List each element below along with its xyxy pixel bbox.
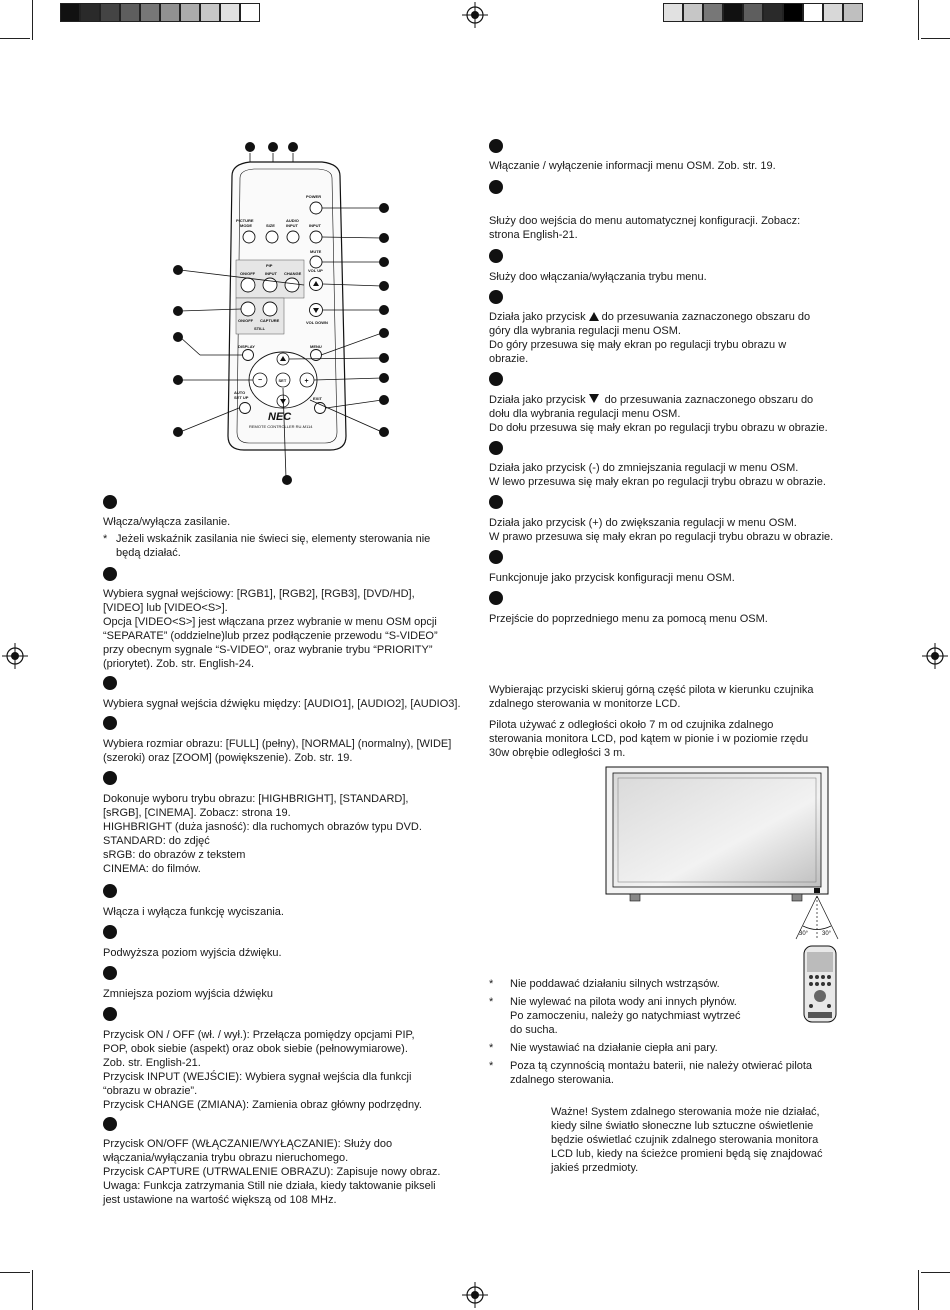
pip-label: PIP [266,263,273,268]
section-text: Włącza i wyłącza funkcję wyciszania. [103,906,284,918]
svg-text:CAPTURE: CAPTURE [260,318,280,323]
important-note: Ważne! System zdalnego sterowania może nie działać, kiedy silne światło słoneczne lub sztuczne oświetlenie będzie oświetlać czujnik zdalnego sterowania monitora LCD lub, kiedy na ścieżce promieni będą się znajdować jakieś przedmioty. [551,1106,823,1174]
calibration-swatch [783,3,803,22]
svg-text:VOL DOWN: VOL DOWN [306,320,328,325]
svg-text:INPUT: INPUT [286,223,298,228]
section-dot [103,966,117,980]
section-text: Służy doo wejścia do menu automatycznej konfiguracji. Zobacz: strona English-21. [489,215,801,241]
svg-text:DISPLAY: DISPLAY [238,344,255,349]
calibration-swatch [803,3,823,22]
section-text: Przycisk ON/OFF (WŁĄCZANIE/WYŁĄCZANIE): Służy doo włączania/wyłączania trybu obrazu nieruchomego. Przycisk CAPTURE (UTRWALENIE OBRAZU): Zapisuje nowy obraz. Uwaga: Funkcja zatrzymania Still nie działa, kiedy taktowanie pikseli jest ustawione na wartość większą od 108 MHz. [103,1138,441,1206]
svg-text:ON/OFF: ON/OFF [238,318,254,323]
range-paragraph: Wybierając przyciski skieruj górną część pilota w kierunku czujnika zdalnego sterowania w monitorze LCD. [489,684,814,710]
power-label: POWER [306,194,322,199]
nec-logo: NEC [268,411,292,423]
calibration-swatch [703,3,723,22]
section-dot [489,441,503,455]
down-arrow-icon [589,394,599,403]
registration-mark-bottom [462,1282,488,1308]
section-text: Włącza/wyłącza zasilanie. [103,516,231,528]
section-dot [103,1117,117,1131]
calibration-swatch [843,3,863,22]
section-dot [489,372,503,386]
lcd-monitor-diagram [600,764,840,944]
crop-mark-top-right [918,0,919,40]
section-text: Działa jako przycisk (+) do zwiększania regulacji w menu OSM. W prawo przesuwa się mały ekran po regulacji trybu obrazu w obrazie. [489,517,834,543]
section-dot [103,1007,117,1021]
section-text: Zmniejsza poziom wyjścia dźwięku [103,988,273,1000]
remote-control-diagram [170,138,400,488]
svg-text:+: + [304,378,309,385]
svg-text:AUTO: AUTO [234,390,246,395]
section-dot [103,771,117,785]
crop-mark-top-right-h [921,38,950,39]
svg-text:ON/OFF: ON/OFF [240,271,256,276]
section-text: Funkcjonuje jako przycisk konfiguracji menu OSM. [489,572,735,584]
range-paragraph: Pilota używać z odległości około 7 m od czujnika zdalnego sterowania monitora LCD, pod kątem w pionie i w poziomie rzędu 30w obrębie odległości 3 m. [489,719,809,759]
size-label: SIZE [266,223,275,228]
input-label: INPUT [309,223,321,228]
calibration-swatch [723,3,743,22]
crop-mark-bottom-right [918,1270,919,1310]
svg-text:STILL: STILL [254,326,266,331]
up-arrow-icon [589,312,599,321]
section-dot [103,495,117,509]
set-label: SET [278,378,287,383]
section-dot [489,495,503,509]
section-text: Przycisk ON / OFF (wł. / wył.): Przełącza pomiędzy opcjami PIP, POP, obok siebie (aspekt) oraz obok siebie (pełnowymiarowe). Zob. str. English-21. Przycisk INPUT (WEJŚCIE): Wybiera sygnał wejścia dla funkcji “obrazu w obrazie”. Przycisk CHANGE (ZMIANA): Zamienia obraz główny podrzędny. [103,1029,422,1111]
svg-text:SET UP: SET UP [234,395,249,400]
calibration-swatch [240,3,260,22]
mute-label: MUTE [310,249,322,254]
section-dot [489,290,503,304]
angle-left-label: 30° [799,931,809,937]
section-text: Włączanie / wyłączenie informacji menu OSM. Zob. str. 19. [489,160,776,172]
calibration-swatch [683,3,703,22]
section-dot [103,567,117,581]
crop-mark-top-left-h [0,38,30,39]
section-text: Dokonuje wyboru trybu obrazu: [HIGHBRIGHT], [STANDARD], [sRGB], [CINEMA]. Zobacz: strona 19. HIGHBRIGHT (duża jasność): dla ruchomych obrazów typu DVD. STANDARD: do zdjęć sRGB: do obrazów z tekstem CINEMA: do filmów. [103,793,422,875]
calibration-swatch [60,3,80,22]
section-dot [103,676,117,690]
calibration-swatch [663,3,683,22]
section-dot [489,249,503,263]
calibration-swatch [100,3,120,22]
svg-text:REMOTE CONTROLLER RU-M114: REMOTE CONTROLLER RU-M114 [249,424,313,429]
svg-text:AUDIO: AUDIO [286,218,299,223]
registration-mark-left [2,643,28,669]
section-text: Podwyższa poziom wyjścia dźwięku. [103,947,282,959]
calibration-swatch [743,3,763,22]
section-text: Działa jako przycisk (-) do zmniejszania regulacji w menu OSM. W lewo przesuwa się mały ekran po regulacji trybu obrazu w obrazie. [489,462,826,488]
section-dot [103,884,117,898]
section-dot [103,925,117,939]
calibration-bar-right [663,0,889,26]
section-text: Wybiera rozmiar obrazu: [FULL] (pełny), [NORMAL] (normalny), [WIDE] (szeroki) oraz [ZOOM] (powiększenie). Zob. str. 19. [103,738,452,764]
calibration-swatch [180,3,200,22]
calibration-swatch [120,3,140,22]
picture-mode-label-2: MODE [240,223,252,228]
calibration-swatch [160,3,180,22]
exit-label: EXIT [313,396,322,401]
svg-text:VOL UP: VOL UP [308,268,323,273]
calibration-bar-left [60,0,286,26]
section-dot [489,139,503,153]
section-text: Przejście do poprzedniego menu za pomocą menu OSM. [489,613,768,625]
section-text: Wybiera sygnał wejścia dźwięku między: [AUDIO1], [AUDIO2], [AUDIO3]. [103,698,461,710]
svg-text:−: − [258,377,263,384]
section-text: Wybiera sygnał wejściowy: [RGB1], [RGB2], [RGB3], [DVD/HD], [VIDEO] lub [VIDEO<S>]. Opcja [VIDEO<S>] jest włączana przez wybranie w menu OSM opcji “SEPARATE” (oddzielne)lub przez podłączenie przewodu “S-VIDEO” przy obecnym sygnale “S-VIDEO”, oraz wybranie trybu “PRIORITY” (priorytet). Zob. str. English-24. [103,588,438,670]
crop-mark-bottom-right-h [921,1272,950,1273]
calibration-swatch [763,3,783,22]
registration-mark-right [922,643,948,669]
section-dot [489,591,503,605]
picture-mode-label: PICTURE [236,218,254,223]
calibration-swatch [140,3,160,22]
section-dot [489,550,503,564]
svg-text:CHANGE: CHANGE [284,271,302,276]
svg-text:INPUT: INPUT [265,271,277,276]
remote-control-small-icon [802,944,838,1024]
crop-mark-bottom-left-h [0,1272,30,1273]
section-dot [103,716,117,730]
registration-mark-top [462,2,488,28]
crop-mark-bottom-left [32,1270,33,1310]
crop-mark-top-left [32,0,33,40]
calibration-swatch [200,3,220,22]
calibration-swatch [220,3,240,22]
section-text: Służy doo włączania/wyłączania trybu menu. [489,271,707,283]
svg-text:MENU: MENU [310,344,322,349]
calibration-swatch [80,3,100,22]
calibration-swatch [823,3,843,22]
section-dot [489,180,503,194]
angle-right-label: 30° [822,931,832,937]
section-text: Działa jako przycisk do przesuwania zaznaczonego obszaru do góry dla wybrania regulacji menu OSM. Do góry przesuwa się mały ekran po regulacji trybu obrazu w obrazie. [489,311,811,365]
section-text: Działa jako przycisk do przesuwania zaznaczonego obszaru do dołu dla wybrania regulacji menu OSM. Do dołu przesuwa się mały ekran po regulacji trybu obrazu w obrazie. [489,394,828,434]
